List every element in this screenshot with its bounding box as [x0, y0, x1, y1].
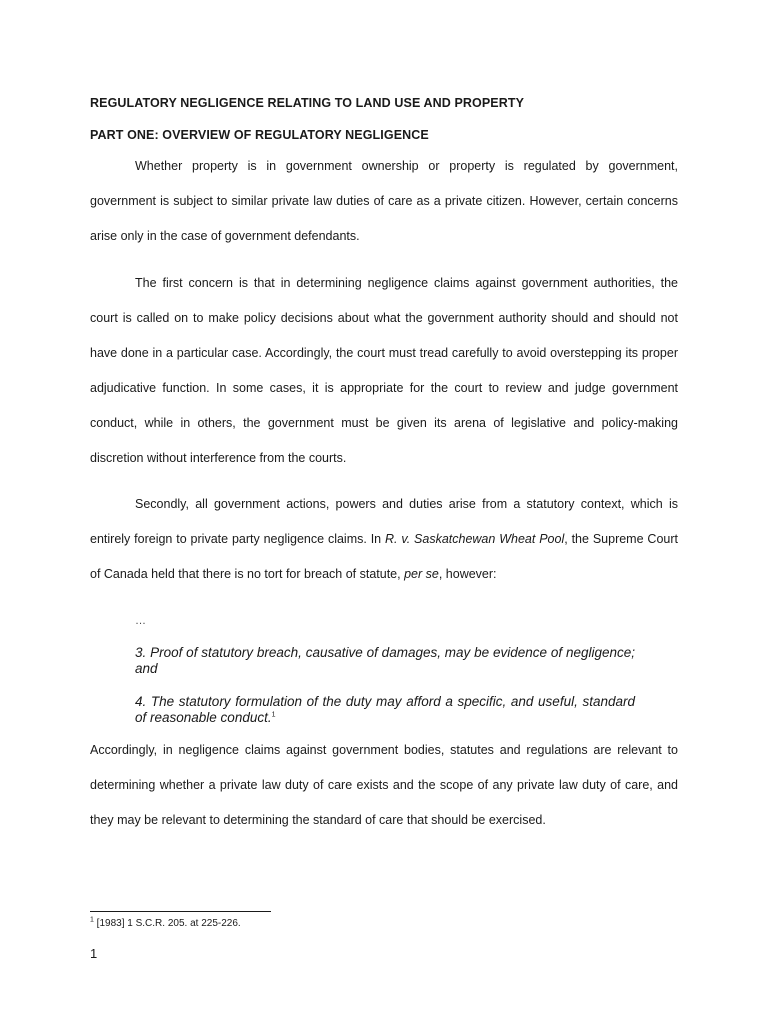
- quote-item-4: [135, 694, 635, 726]
- paragraph-2: [90, 266, 678, 476]
- quote-item-4-text: 4. The statutory formulation of the duty may afford a specific, and useful, standard of reasonable conduct.: [135, 694, 635, 725]
- paragraph-1-text: Whether property is in government ownership or property is regulated by government, government is subject to similar private law duties of care as a private citizen. However, certain concerns arise only in the case of government defendants.: [90, 159, 678, 243]
- paragraph-4: Accordingly, in negligence claims against government bodies, statutes and regulations are relevant to determining whether a private law duty of care exists and the scope of any private law duty of care, and they may be relevant to determining the standard of care that should be exercised.: [90, 743, 678, 827]
- footnote: [90, 918, 241, 929]
- paragraph-3-intro: Secondly, all government actions, powers and duties arise from a statutory context, which is entirely foreign to private party negligence claims. In: [90, 497, 678, 546]
- footnote-separator: [90, 911, 271, 912]
- paragraph-1: [90, 149, 678, 254]
- page-number: 1: [90, 946, 98, 961]
- paragraph-3-middle: , the Supreme Court of Canada held that there is no tort for breach of statute,: [90, 532, 678, 581]
- latin-term: per se: [404, 567, 439, 581]
- footnote-reference[interactable]: 1: [271, 711, 276, 719]
- part-heading: PART ONE: OVERVIEW OF REGULATORY NEGLIGENCE: [90, 128, 429, 142]
- paragraph-3-end: , however:: [438, 567, 497, 581]
- footnote-text: [1983] 1 S.C.R. 205. at 225-226.: [93, 918, 241, 929]
- paragraph-2-text: The first concern is that in determining negligence claims against government authorities, the court is called on to make policy decisions about what the government authority should and should not have done in a particular case. Accordingly, the court must tread carefully to avoid overstepping its proper adjudicative function. In some cases, it is appropriate for the court to review and judge government conduct, while in others, the government must be given its arena of legislative and policy-making discretion without interference from the courts.: [90, 276, 678, 465]
- case-citation: R. v. Saskatchewan Wheat Pool: [385, 532, 565, 546]
- document-title: REGULATORY NEGLIGENCE RELATING TO LAND USE AND PROPERTY: [90, 96, 525, 110]
- footnote-marker: 1: [90, 916, 94, 924]
- quote-item-3: 3. Proof of statutory breach, causative of damages, may be evidence of negligence; and: [135, 645, 635, 676]
- paragraph-3: [90, 487, 678, 592]
- quote-ellipsis: …: [135, 615, 146, 627]
